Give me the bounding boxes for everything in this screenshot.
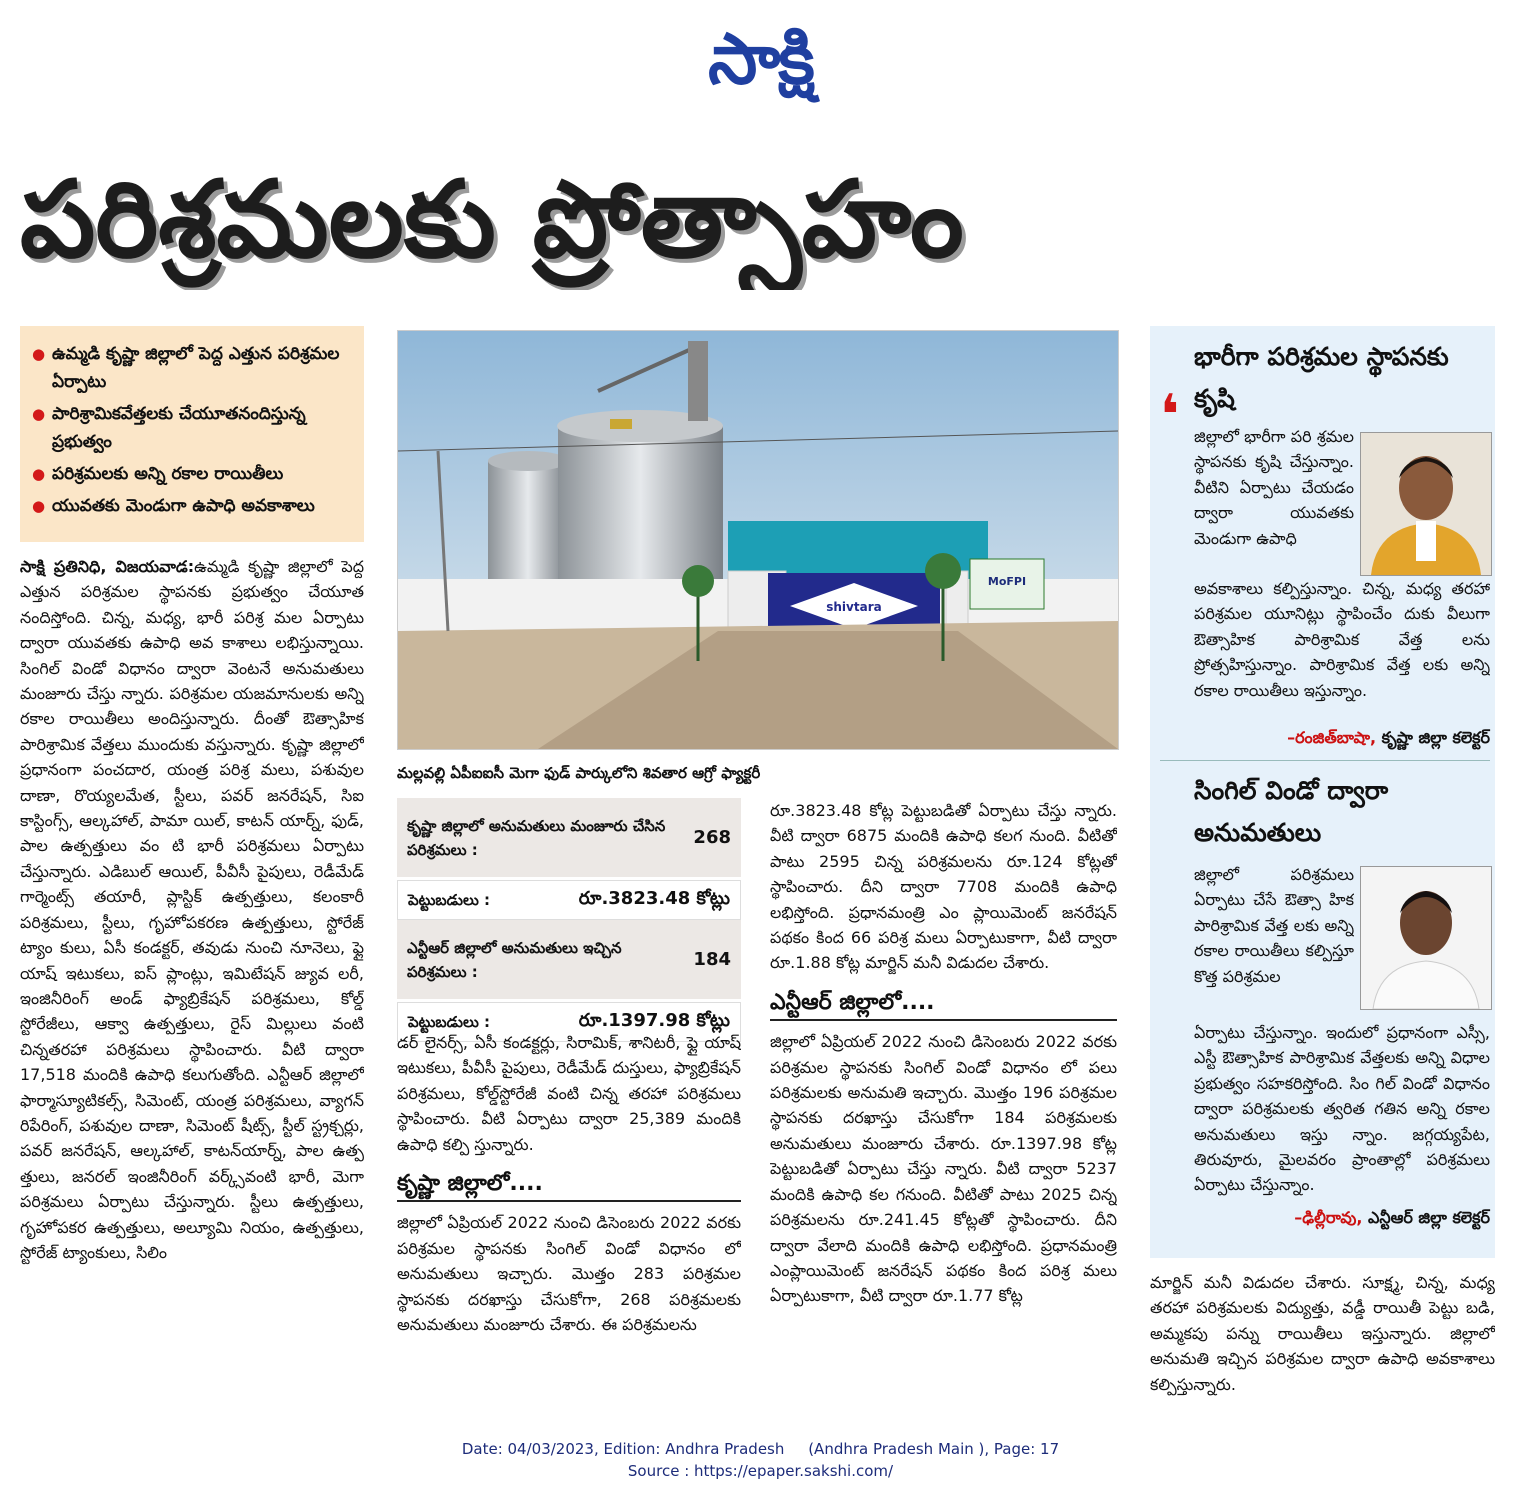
- quote-text: ఏర్పాటు చేస్తున్నాం. ఇందులో ప్రధానంగా ఎస్సీ, ఎస్టీ ఔత్సాహిక పారిశ్రామిక వేత్తలకు అన్ని విధాల ప్రభుత్వం సహకరిస్తోంది. సిం గిల్ విండో విధానం ద్వారా పరిశ్రమలకు త్వరిత గతిన అన్ని రకాల అనుమతులు ఇస్తు న్నాం. జగ్గయ్యపేట, తిరువూరు, మైలవరం ప్రాంతాల్లో పరిశ్రమలు ఏర్పాటు చేస్తున్నాం.: [1194, 1023, 1490, 1195]
- photo-caption: మల్లవల్లి ఏపీఐఐసీ మెగా ఫుడ్ పార్కులోని శివతార ఆగ్రో ఫ్యాక్టరీ: [397, 764, 761, 782]
- article-text: జిల్లాలో ఏప్రియల్ 2022 నుంచి డిసెంబరు 2022 వరకు పరిశ్రమల స్థాపనకు సింగిల్ విండో విధానం లో పలు పరిశ్రమలకు అనుమతి ఇచ్చారు. మొత్తం 196 పరిశ్రమల స్థాపనకు దరఖాస్తు చేసుకోగా 184 పరిశ్రమలకు అనుమతులు మంజూరు చేశారు. రూ.1397.98 కోట్ల పెట్టుబడితో ఏర్పాటు చేస్తు న్నారు. వీటి ద్వారా 5237 మందికి ఉపాధి కల గనుంది. వీటితో పాటు 2025 చిన్న పరిశ్రమలను రూ.241.45 కోట్లతో స్థాపించారు. దీని ద్వారా వేలాది మందికి ఉపాధి లభిస్తోంది. ప్రధానమంత్రి ఎంప్లాయిమెంట్ జనరేషన్ పథకం కింద పరిశ్ర మలు ఏర్పాటుకాగా, వీటి ద్వారా రూ.1.77 కోట్ల: [770, 1032, 1117, 1306]
- quote-attribution: [1194, 1208, 1490, 1231]
- stat-label: పెట్టుబడులు :: [408, 1013, 491, 1031]
- factory-photo: [397, 330, 1119, 750]
- quote-title: సింగిల్ విండో ద్వారా అనుమతులు: [1194, 776, 1389, 847]
- highlights-box: [20, 326, 364, 542]
- stat-label: కృష్ణా జిల్లాలో అనుమతులు మంజూరు చేసిన పరిశ్రమలు :: [407, 816, 666, 859]
- headline: పరిశ్రమలకు ప్రోత్సాహం: [20, 158, 964, 281]
- article-text: ఉమ్మడి కృష్ణా జిల్లాలో పెద్ద ఎత్తున పరిశ్రమల స్థాపనకు ప్రభుత్వం చేయూత నందిస్తోంది. చిన్న, మధ్య, భారీ పరిశ్ర మల ఏర్పాటు ద్వారా యువతకు ఉపాధి అవ కాశాలు లభిస్తున్నాయి. సింగిల్ విండో విధానం ద్వారా వెంటనే అనుమతులు మంజూరు చేస్తు న్నారు. పరిశ్రమల యజమానులకు అన్ని రకాల రాయితీలు అందిస్తున్నారు. దీంతో ఔత్సాహిక పారిశ్రామిక వేత్తలు ముందుకు వస్తున్నారు. కృష్ణా జిల్లాలో ప్రధానంగా పంచదార, యంత్ర పరిశ్ర మలు, పశువుల దాణా, రొయ్యలమేత, స్టీలు, పవర్ జనరేషన్, సిఐ కాస్టింగ్స్, ఆల్కహాల్, పామా యిల్, కాటన్ యార్న్, ఫుడ్, పాల ఉత్పత్తులు వం టి భారీ పరిశ్రమలు ఏర్పాటు చేస్తున్నారు. ఎడిబుల్ ఆయిల్, పీవీసీ పైపులు, రెడీమేడ్ గార్మెంట్స్ తయారీ, ప్లాస్టిక్ ఉత్పత్తులు, కలంకారీ పరిశ్రమలు, స్టీలు, గృహోపకరణ ఉత్పత్తులు, స్టోరేజ్ ట్యాం కులు, ఏసీ కండక్టర్, తవుడు నుంచి నూనెలు, ఫ్లై యాష్ ఇటుకలు, ఐస్ ప్లాంట్లు, ఇమిటేషన్ జ్యువ లరీ, ఇంజినీరింగ్ అండ్ ఫ్యాబ్రికేషన్ పరిశ్రమలు, కోల్డ్ స్టోరేజీలు, ఆక్వా ఉత్పత్తులు, రైస్ మిల్లులు వంటి చిన్నతరహా పరిశ్రమలు స్థాపించారు. వీటి ద్వారా 17,518 మందికి ఉపాధి కలుగుతోంది. ఎన్టీఆర్ జిల్లాలో ఫార్మాస్యూటికల్స్, సిమెంట్, యంత్ర పరిశ్రమలు, వ్యాగన్ రిపేరింగ్, పశువుల దాణా, సిమెంట్ షీట్స్, స్టీల్ స్ట్రక్చర్లు, పవర్ జనరేషన్, ఆల్కహాల్, కాటన్‌యార్న్, పాల ఉత్ప త్తులు, జనరల్ ఇంజినీరింగ్ వర్క్స్‌వంటి భారీ, మెగా పరిశ్రమలు ఏర్పాటు చేస్తున్నారు. స్టీలు ఉత్పత్తులు, గృహోపకర ఉత్పత్తులు, అల్యూమి నియం, ఉత్పత్తులు, స్టోరేజ్ ట్యాంకులు, సిలిం: [20, 557, 364, 1262]
- article-text: డర్ లైనర్స్, ఏసీ కండక్టర్లు, సిరామిక్, శానిటరీ, ఫ్లై యాష్ ఇటుకలు, పీవీసీ పైపులు, రెడీమేడ్ దుస్తులు, ఫ్యాబ్రికేషన్ పరిశ్రమలు, కోల్డ్‌స్టోరేజీ వంటి చిన్న తరహా పరిశ్రమలు స్థాపించారు. వీటి ఏర్పాటు ద్వారా 25,389 మందికి ఉపాధి కల్పి స్తున్నారు.: [397, 1033, 741, 1154]
- quote-attribution: [1194, 728, 1490, 751]
- highlight-item: ● ఉమ్మడి కృష్ణా జిల్లాలో పెద్ద ఎత్తున పరిశ్రమల ఏర్పాటు: [32, 340, 356, 396]
- quote-box-krishna-collector: [1160, 336, 1490, 747]
- stat-row: [397, 880, 741, 920]
- collector-name: –ఢిల్లీరావు,: [1294, 1208, 1363, 1227]
- sign-brand-text: MoFPI: [987, 575, 1027, 588]
- stats-box: [397, 798, 741, 1031]
- stat-label: పెట్టుబడులు :: [408, 891, 491, 909]
- quote-text: జిల్లాలో పరిశ్రమలు ఏర్పాటు చేసే ఔత్సా హిక పారిశ్రామిక వేత్త లకు అన్ని రకాల రాయితీలు కల్పిస్తూ కొత్త పరిశ్రమల: [1194, 865, 1354, 986]
- quote-text: జిల్లాలో భారీగా పరి శ్రమల స్థాపనకు కృషి చేస్తున్నాం. వీటిని ఏర్పాటు చేయడం ద్వారా యువతకు మెండుగా ఉపాధి: [1194, 427, 1354, 548]
- highlight-item: ● యువతకు మెండుగా ఉపాధి అవకాశాలు: [32, 492, 356, 520]
- stat-value: 268: [693, 827, 731, 848]
- gate-brand-text: shivtara: [826, 600, 882, 614]
- collector-name: –రంజిత్‌బాషా,: [1287, 728, 1377, 747]
- page-footer: [0, 1438, 1521, 1482]
- stat-row: [397, 920, 741, 1002]
- collector-portrait: [1360, 866, 1492, 1010]
- source-link[interactable]: Source : https://epaper.sakshi.com/: [627, 1462, 894, 1480]
- stat-value: రూ.3823.48 కోట్లు: [578, 887, 730, 909]
- stat-value: 184: [693, 949, 731, 970]
- article-column-3: [770, 798, 1117, 1406]
- quote-box-ntr-collector: [1160, 770, 1490, 1227]
- section-heading-krishna: కృష్ణా జిల్లాలో....: [397, 1171, 741, 1202]
- stat-label: ఎన్టీఆర్ జిల్లాలో అనుమతులు ఇచ్చిన పరిశ్రమలు :: [407, 938, 622, 981]
- stat-value: రూ.1397.98 కోట్లు: [578, 1009, 730, 1031]
- article-text: రూ.3823.48 కోట్ల పెట్టుబడితో ఏర్పాటు చేస్తు న్నారు. వీటి ద్వారా 6875 మందికి ఉపాధి కలగ నుంది. వీటితో పాటు 2595 చిన్న పరిశ్రమలను రూ.124 కోట్లతో స్థాపించారు. దీని ద్వారా 7708 మందికి ఉపాధి లభిస్తోంది. ప్రధానమంత్రి ఎం ప్లాయిమెంట్ జనరేషన్ పథకం కింద 66 పరిశ్ర మలు ఏర్పాటుకాగా, వీటి ద్వారా రూ.1.88 కోట్ల మార్జిన్ మనీ విడుదల చేశారు.: [770, 801, 1117, 973]
- collector-portrait: [1360, 432, 1492, 576]
- quote-text: అవకాశాలు కల్పిస్తున్నాం. చిన్న, మధ్య తరహా పరిశ్రమల యూనిట్లు స్థాపించేం దుకు వీలుగా ఔత్సాహిక పారిశ్రామిక వేత్త లను ప్రోత్సహిస్తున్నాం. పారిశ్రామిక వేత్త లకు అన్ని రకాల రాయితీలు ఇస్తున్నాం.: [1194, 579, 1490, 700]
- collector-role: కృష్ణా జిల్లా కలెక్టర్: [1381, 728, 1490, 747]
- article-text: మార్జిన్ మనీ విడుదల చేశారు. సూక్ష్మ, చిన్న, మధ్య తరహా పరిశ్రమలకు విద్యుత్తు, వడ్డీ రాయితీ పెట్టు బడి, అమ్మకపు పన్ను రాయితీలు ఇస్తున్నారు. జిల్లాలో అనుమతి ఇచ్చిన పరిశ్రమల ద్వారా ఉపాధి అవకాశాలు కల్పిస్తున్నారు.: [1150, 1273, 1495, 1394]
- highlight-item: ● పరిశ్రమలకు అన్ని రకాల రాయితీలు: [32, 460, 356, 488]
- quote-title: భారీగా పరిశ్రమల స్థాపనకు కృషి: [1194, 342, 1449, 413]
- sidebar-divider: [1160, 760, 1490, 761]
- article-column-2: [397, 1030, 741, 1406]
- quote-mark-icon: ❛: [1160, 383, 1180, 448]
- stat-row: [397, 798, 741, 880]
- article-column-1: [20, 554, 364, 1406]
- collector-role: ఎన్టీఆర్ జిల్లా కలెక్టర్: [1368, 1208, 1490, 1227]
- article-text: జిల్లాలో ఏప్రియల్ 2022 నుంచి డిసెంబరు 2022 వరకు పరిశ్రమల స్థాపనకు సింగిల్ విండో విధానం లో అనుమతులు ఇచ్చారు. మొత్తం 283 పరిశ్రమల స్థాపనకు దరఖాస్తు చేసుకోగా, 268 పరిశ్రమలకు అనుమతులు మంజూరు చేశారు. ఈ పరిశ్రమలను: [397, 1213, 741, 1335]
- edition-info: Date: 04/03/2023, Edition: Andhra Pradesh (Andhra Pradesh Main ), Page: 17: [461, 1440, 1060, 1458]
- masthead-logo: సాక్షి: [708, 18, 813, 100]
- dateline: సాక్షి ప్రతినిధి, విజయవాడ:: [20, 557, 195, 576]
- highlight-item: ● పారిశ్రామికవేత్తలకు చేయూతనందిస్తున్న ప్రభుత్వం: [32, 400, 356, 456]
- section-heading-ntr: ఎన్టీఆర్ జిల్లాలో....: [770, 990, 1117, 1021]
- article-column-4: [1150, 1270, 1495, 1406]
- silo-brand-plate: [610, 419, 632, 429]
